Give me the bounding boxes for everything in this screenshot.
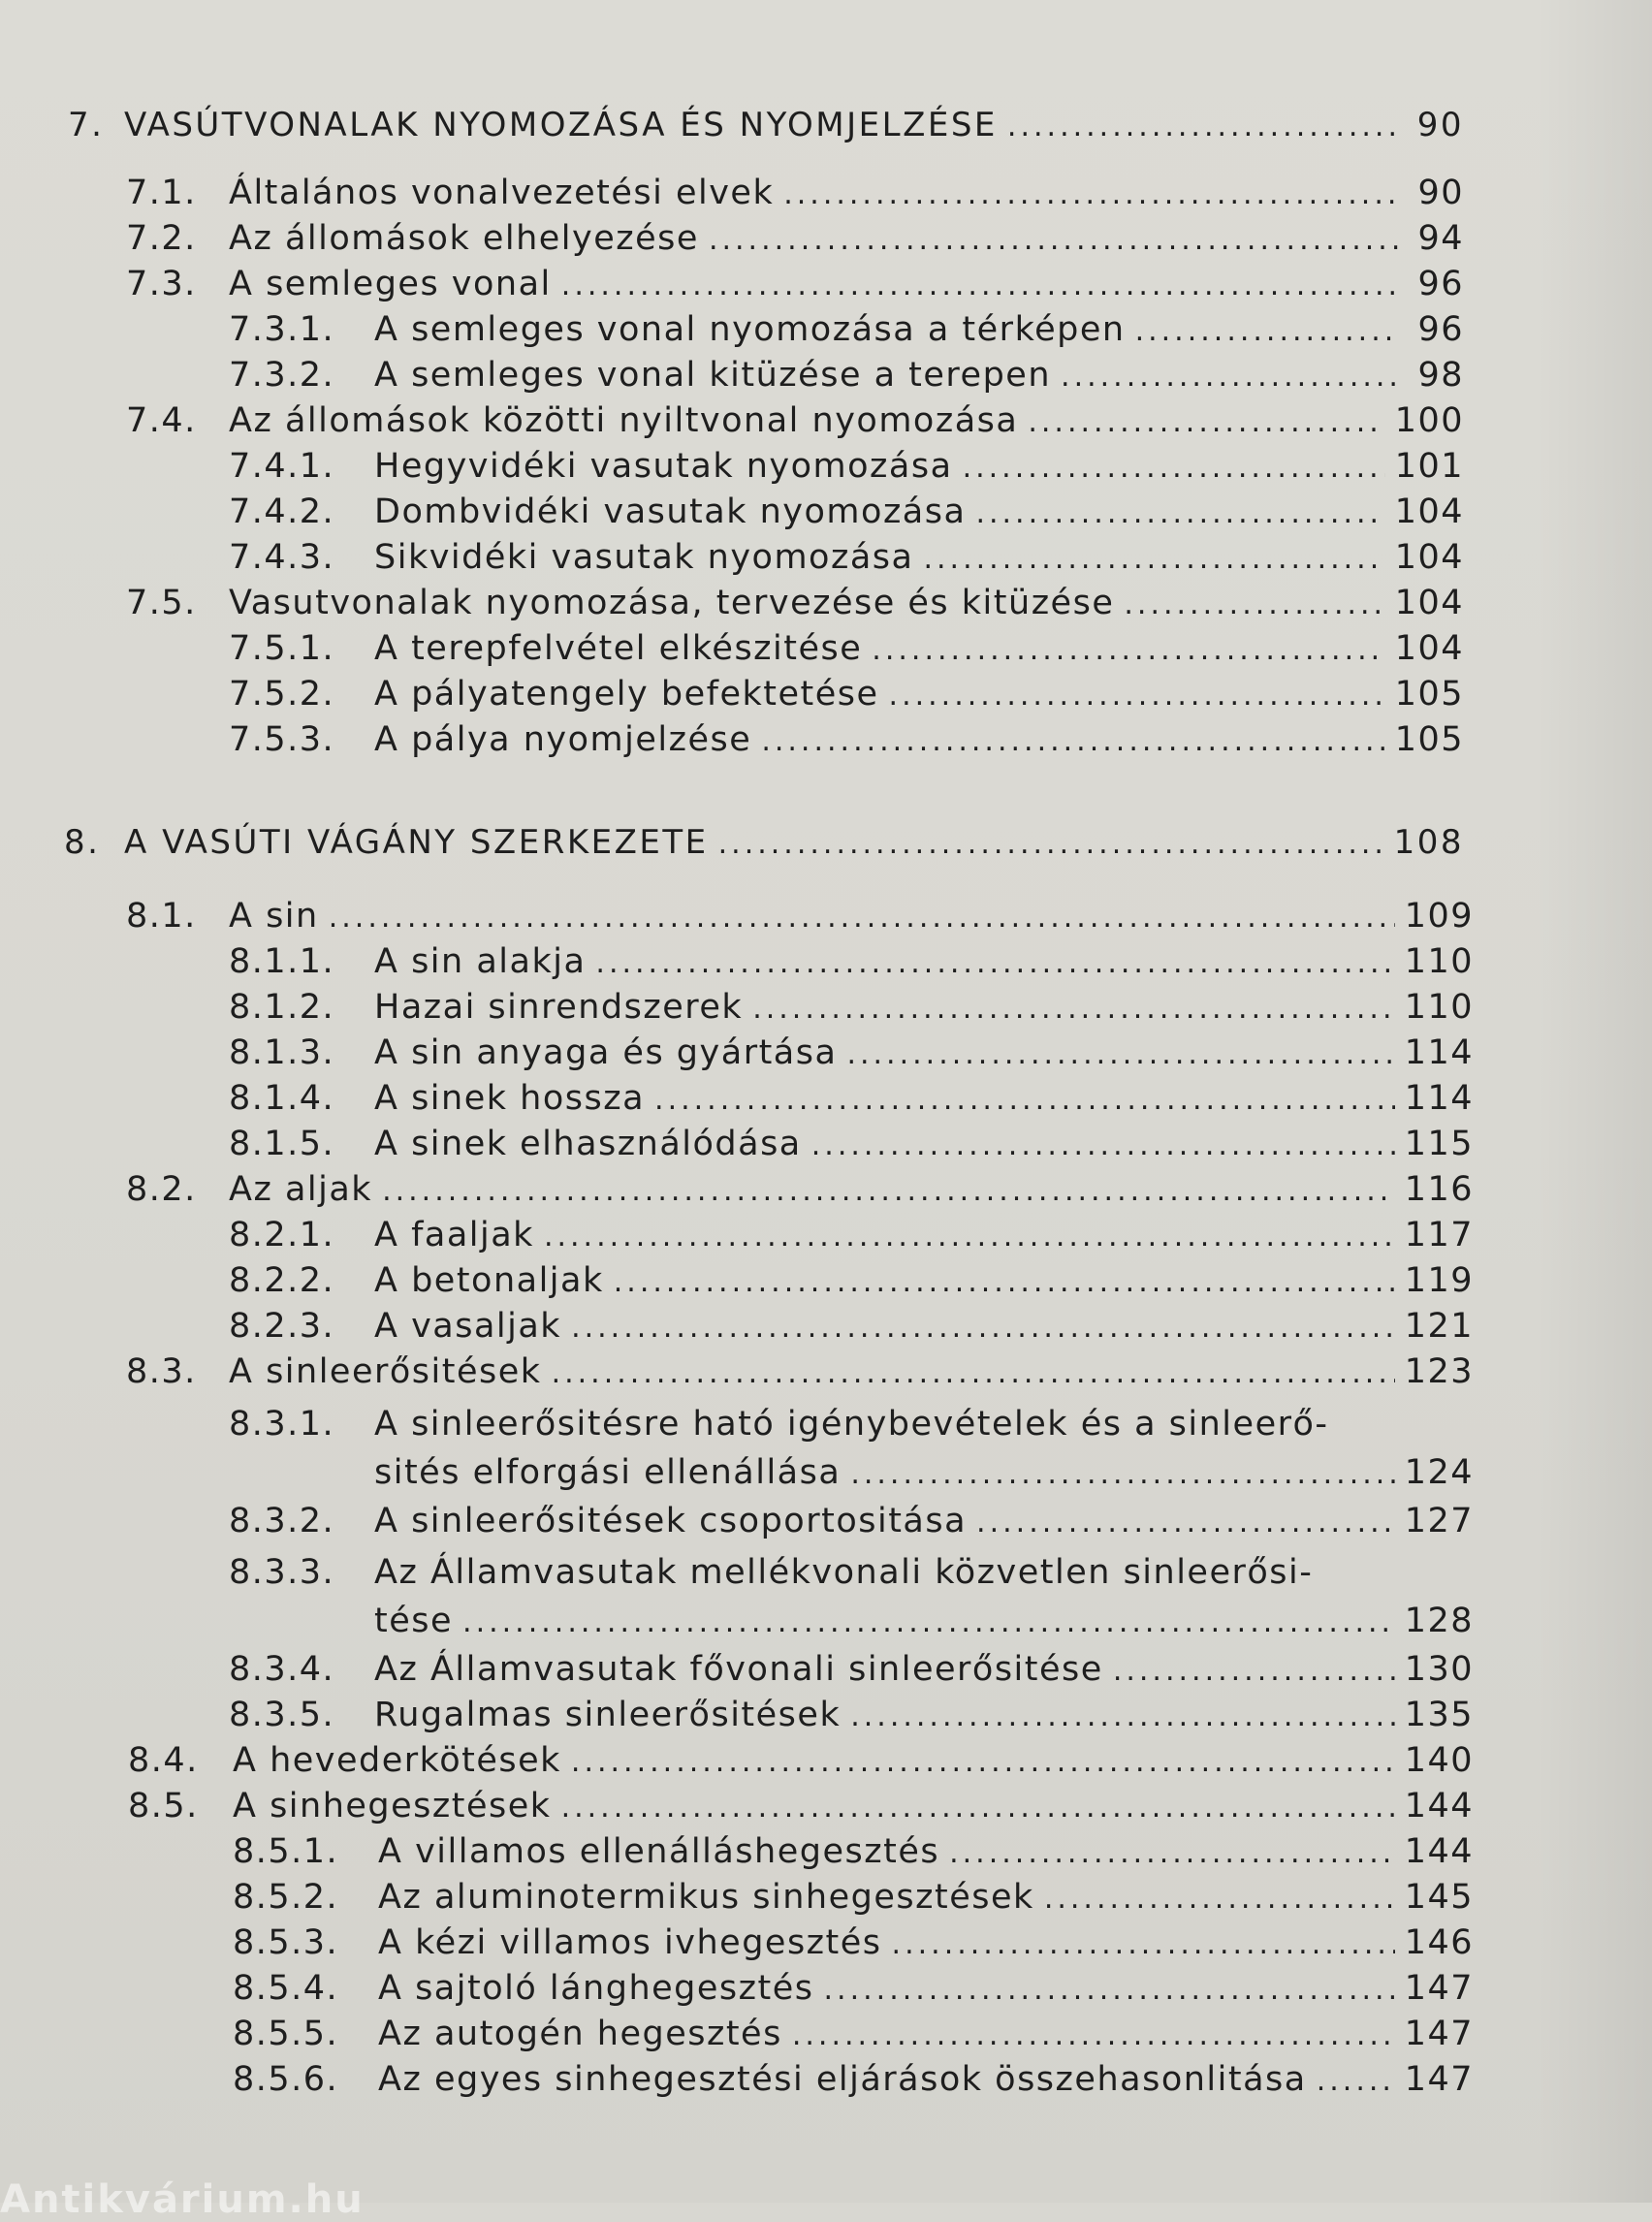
toc-entry-number: 8.2. (126, 1170, 197, 1209)
toc-entry-title: Az egyes sinhegesztési eljárások összehasonlitása (378, 2060, 1307, 2099)
toc-page-number: 104 (1394, 492, 1464, 531)
toc-entry-number: 8.3.2. (229, 1502, 335, 1540)
toc-leader-dots (329, 904, 1395, 933)
toc-entry-title: Rugalmas sinleerősitések (374, 1696, 842, 1734)
toc-entry-number: 8.5.5. (233, 2015, 339, 2053)
toc-page-number: 135 (1404, 1696, 1474, 1734)
toc-page-number: 114 (1404, 1033, 1474, 1072)
toc-leader-dots (792, 2021, 1395, 2050)
toc-entry-title: Hegyvidéki vasutak nyomozása (374, 447, 953, 486)
toc-page-number: 96 (1417, 310, 1464, 349)
toc-entry (229, 447, 1464, 486)
toc-entry (126, 219, 1464, 258)
toc-leader-dots (824, 1976, 1395, 2005)
toc-entry (126, 1352, 1474, 1391)
toc-page-number: 105 (1394, 675, 1464, 714)
toc-entry (229, 310, 1464, 349)
toc-chapter-title: VASÚTVONALAK NYOMOZÁSA ÉS NYOMJELZÉSE (124, 106, 998, 144)
toc-leader-dots (561, 271, 1398, 301)
toc-entry-title: A faaljak (374, 1216, 534, 1254)
toc-entry-number: 8.1. (126, 897, 197, 936)
toc-entry-title: Az állomások közötti nyiltvonal nyomozása (229, 401, 1019, 440)
toc-leader-dots (462, 1608, 1395, 1637)
toc-leader-dots (752, 995, 1394, 1024)
toc-page-number: 94 (1417, 219, 1464, 258)
watermark: Antikvárium.hu (0, 2177, 365, 2222)
toc-entry (229, 1033, 1474, 1072)
toc-entry (229, 1079, 1474, 1118)
toc-page-number: 130 (1404, 1650, 1474, 1689)
toc-entry-title: A sinek elhasználódása (374, 1125, 802, 1163)
toc-leader-dots (976, 1508, 1395, 1538)
toc-entry-number: 7.5.2. (229, 675, 335, 714)
toc-entry-number: 8.3. (126, 1352, 197, 1391)
toc-entry (233, 1832, 1474, 1871)
toc-entry-title: A sinleerősitések csoportositása (374, 1502, 968, 1540)
toc-entry-title: Sikvidéki vasutak nyomozása (374, 538, 914, 577)
toc-entry-title: Vasutvonalak nyomozása, tervezése és kitüzése (229, 584, 1115, 622)
toc-page-number: 146 (1404, 1923, 1474, 1962)
toc-entry (229, 1650, 1474, 1689)
toc-page-number: 110 (1404, 988, 1474, 1027)
toc-entry-number: 8.2.3. (229, 1307, 335, 1346)
toc-leader-dots (846, 1040, 1394, 1069)
toc-entry (229, 1261, 1474, 1300)
toc-entry (229, 675, 1464, 714)
toc-chapter-number: 8. (64, 823, 101, 862)
toc-leader-dots (614, 1268, 1395, 1297)
toc-entry-number: 8.5.6. (233, 2060, 339, 2099)
toc-entry-title: A sin anyaga és gyártása (374, 1033, 838, 1072)
toc-entry (233, 1923, 1474, 1962)
toc-entry-title: A semleges vonal (229, 265, 552, 303)
toc-entry-number: 7.4.1. (229, 447, 335, 486)
toc-entry (229, 1127, 1474, 1161)
toc-leader-dots (709, 226, 1398, 255)
toc-leader-dots (654, 1086, 1395, 1115)
toc-chapter-number: 7. (68, 106, 105, 144)
toc-page-number: 100 (1394, 401, 1464, 440)
toc-entry-title: A kézi villamos ivhegesztés (378, 1923, 882, 1962)
toc-entry (229, 356, 1464, 395)
toc-leader-dots (975, 499, 1384, 528)
toc-entry (229, 1698, 1474, 1732)
toc-entry (229, 1307, 1474, 1346)
toc-entry-number: 8.5.3. (233, 1923, 339, 1962)
toc-entry (128, 1787, 1474, 1825)
toc-page-number: 124 (1404, 1453, 1474, 1492)
toc-page-number: 109 (1404, 897, 1474, 936)
toc-page-number: 128 (1404, 1602, 1474, 1640)
toc-chapter-heading (64, 823, 1464, 862)
toc-entry (229, 629, 1464, 668)
toc-entry-title: Az autogén hegesztés (378, 2015, 782, 2053)
toc-leader-dots (552, 1359, 1395, 1388)
toc-leader-dots (718, 830, 1384, 859)
toc-leader-dots (1317, 2067, 1395, 2096)
toc-entry (126, 584, 1464, 622)
toc-entry-number: 8.1.5. (229, 1125, 335, 1163)
toc-entry-title-continued: tése (374, 1602, 454, 1640)
toc-page-number: 104 (1394, 584, 1464, 622)
toc-page-number: 90 (1417, 174, 1464, 212)
toc-leader-dots (571, 1314, 1395, 1343)
toc-entry-title: A sajtoló lánghegesztés (378, 1969, 814, 2008)
toc-entry-number: 7.3.2. (229, 356, 335, 395)
toc-page-number: 117 (1404, 1216, 1474, 1254)
toc-leader-dots (761, 727, 1384, 756)
toc-entry-number: 7.5.1. (229, 629, 335, 668)
toc-entry-title: A pályatengely befektetése (374, 675, 879, 714)
toc-entry-number: 8.1.2. (229, 988, 335, 1027)
toc-page-number: 119 (1404, 1261, 1474, 1300)
toc-page-number: 104 (1394, 629, 1464, 668)
toc-entry-number: 8.1.1. (229, 942, 335, 981)
toc-entry-number: 8.5.4. (233, 1969, 339, 2008)
toc-page-number: 116 (1404, 1170, 1474, 1209)
toc-entry-title: Az aluminotermikus sinhegesztések (378, 1878, 1034, 1917)
toc-page-number: 110 (1404, 942, 1474, 981)
toc-entry-number: 7.5.3. (229, 720, 335, 759)
toc-entry (229, 492, 1464, 531)
toc-page-number: 144 (1404, 1832, 1474, 1871)
toc-entry-title: Általános vonalvezetési elvek (229, 174, 775, 212)
toc-entry-title: Hazai sinrendszerek (374, 988, 744, 1027)
toc-entry-title: A sin (229, 897, 319, 936)
toc-entry-number: 7.2. (126, 219, 197, 258)
toc-chapter-title: A VASÚTI VÁGÁNY SZERKEZETE (124, 823, 709, 862)
toc-entry (233, 1969, 1474, 2008)
toc-entry-number: 8.3.1. (229, 1405, 335, 1444)
toc-entry-number: 8.3.4. (229, 1650, 335, 1689)
toc-entry-title: Az aljak (229, 1170, 373, 1209)
toc-entry (128, 1741, 1474, 1780)
toc-page-number: 127 (1404, 1502, 1474, 1540)
toc-entry-title: A pálya nyomjelzése (374, 720, 752, 759)
toc-leader-dots (850, 1460, 1394, 1489)
toc-page-number: 105 (1394, 720, 1464, 759)
toc-entry-number: 8.2.2. (229, 1261, 335, 1300)
toc-entry-number: 7.5. (126, 584, 197, 622)
toc-entry (126, 265, 1464, 303)
toc-entry (229, 942, 1474, 981)
toc-entry-number: 8.5. (128, 1787, 199, 1825)
toc-entry-title: Az Államvasutak fővonali sinleerősitése (374, 1650, 1103, 1689)
toc-chapter-heading (68, 106, 1464, 144)
toc-page-number: 145 (1404, 1878, 1474, 1917)
toc-entry-title: A sinleerősitésre ható igénybevételek és a sinleerő- (374, 1405, 1329, 1444)
toc-entry (229, 988, 1474, 1027)
toc-leader-dots (892, 1930, 1395, 1959)
toc-page-number: 115 (1404, 1125, 1474, 1163)
toc-entry-number: 8.2.1. (229, 1216, 335, 1254)
toc-entry-number: 8.5.1. (233, 1832, 339, 1871)
toc-entry-title: A vasaljak (374, 1307, 562, 1346)
toc-entry-continuation (374, 1604, 1474, 1638)
toc-entry-title: A terepfelvétel elkészitése (374, 629, 863, 668)
toc-entry-first-line (229, 1405, 1329, 1444)
toc-page-number: 147 (1404, 1969, 1474, 2008)
toc-entry-number: 7.4.3. (229, 538, 335, 577)
toc-page-number: 101 (1394, 447, 1464, 486)
toc-leader-dots (1028, 408, 1384, 437)
toc-entry-number: 8.4. (128, 1741, 199, 1780)
toc-page-number: 96 (1417, 265, 1464, 303)
toc-leader-dots (783, 180, 1398, 209)
toc-leader-dots (811, 1131, 1395, 1160)
toc-entry (126, 401, 1464, 440)
toc-entry-title: Az állomások elhelyezése (229, 219, 699, 258)
toc-entry-title: A hevederkötések (233, 1741, 561, 1780)
toc-entry-title: A villamos ellenálláshegesztés (378, 1832, 940, 1871)
toc-page-number: 104 (1394, 538, 1464, 577)
toc-entry (126, 176, 1464, 210)
toc-entry-title: A sinek hossza (374, 1079, 646, 1118)
toc-entry-first-line (229, 1553, 1314, 1592)
toc-entry-title: Az Államvasutak mellékvonali közvetlen sinleerősi- (374, 1553, 1314, 1592)
toc-entry (229, 1216, 1474, 1254)
toc-leader-dots (1124, 590, 1384, 619)
toc-entry (233, 2017, 1474, 2051)
toc-page-number: 121 (1404, 1307, 1474, 1346)
toc-leader-dots (561, 1793, 1395, 1823)
toc-leader-dots (1113, 1657, 1395, 1686)
toc-entry-title: A semleges vonal kitüzése a terepen (374, 356, 1052, 395)
toc-page-number: 140 (1404, 1741, 1474, 1780)
toc-entry (233, 1878, 1474, 1917)
toc-leader-dots (1007, 112, 1398, 142)
toc-leader-dots (889, 682, 1385, 711)
toc-page-number: 108 (1393, 823, 1464, 862)
toc-entry-continuation (374, 1453, 1474, 1492)
toc-page-number: 147 (1404, 2015, 1474, 2053)
toc-leader-dots (1135, 317, 1398, 346)
toc-page-number: 123 (1404, 1352, 1474, 1391)
toc-leader-dots (544, 1222, 1395, 1252)
toc-entry-title: Dombvidéki vasutak nyomozása (374, 492, 967, 531)
toc-page-number: 90 (1416, 106, 1464, 144)
toc-leader-dots (571, 1748, 1395, 1777)
toc-entry-number: 7.3.1. (229, 310, 335, 349)
toc-leader-dots (1061, 363, 1398, 392)
toc-leader-dots (382, 1177, 1395, 1206)
toc-entry (126, 897, 1474, 936)
toc-leader-dots (949, 1839, 1395, 1868)
toc-entry (233, 2060, 1474, 2099)
toc-page-number: 144 (1404, 1787, 1474, 1825)
toc-entry (229, 538, 1464, 577)
toc-entry (229, 720, 1464, 759)
toc-entry-title: A sinhegesztések (233, 1787, 552, 1825)
toc-leader-dots (595, 949, 1394, 978)
toc-entry-number: 8.1.3. (229, 1033, 335, 1072)
toc-entry-title: A betonaljak (374, 1261, 604, 1300)
toc-leader-dots (872, 636, 1384, 665)
toc-entry (229, 1502, 1474, 1540)
toc-entry-number: 8.1.4. (229, 1079, 335, 1118)
toc-page-number: 147 (1404, 2060, 1474, 2099)
toc-entry-title: A semleges vonal nyomozása a térképen (374, 310, 1126, 349)
toc-page-number: 114 (1404, 1079, 1474, 1118)
toc-entry-number: 7.3. (126, 265, 197, 303)
toc-page-number: 98 (1417, 356, 1464, 395)
toc-entry-number: 7.4. (126, 401, 197, 440)
toc-entry (126, 1170, 1474, 1209)
toc-entry-number: 7.4.2. (229, 492, 335, 531)
toc-entry-title: A sinleerősitések (229, 1352, 542, 1391)
toc-entry-number: 8.3.5. (229, 1696, 335, 1734)
toc-leader-dots (850, 1702, 1394, 1731)
toc-leader-dots (923, 545, 1384, 574)
toc-entry-title: A sin alakja (374, 942, 587, 981)
toc-entry-title-continued: sités elforgási ellenállása (374, 1453, 842, 1492)
toc-leader-dots (963, 454, 1385, 483)
toc-entry-number: 7.1. (126, 174, 197, 212)
toc-leader-dots (1044, 1885, 1395, 1914)
toc-entry-number: 8.5.2. (233, 1878, 339, 1917)
toc-entry-number: 8.3.3. (229, 1553, 335, 1592)
